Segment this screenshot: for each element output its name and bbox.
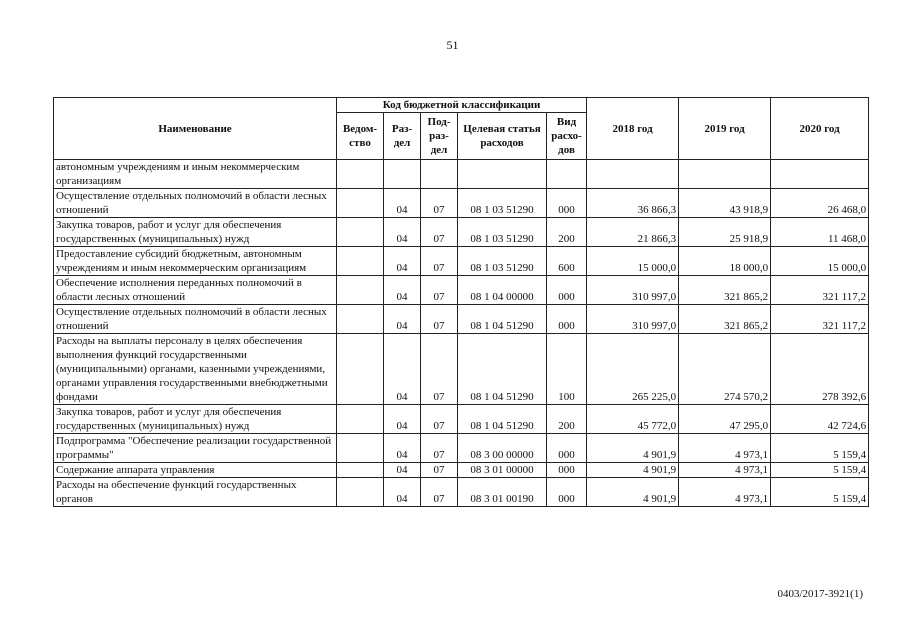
cell-razdel (384, 160, 421, 189)
cell-razdel: 04 (384, 434, 421, 463)
cell-name: Расходы на обеспечение функций государственных органов (54, 478, 337, 507)
cell-y2018: 36 866,3 (587, 189, 679, 218)
cell-podrazdel: 07 (421, 305, 458, 334)
cell-vid: 000 (547, 189, 587, 218)
cell-celevaya: 08 1 04 51290 (458, 405, 547, 434)
cell-ved (337, 305, 384, 334)
cell-name: Подпрограмма "Обеспечение реализации государственной программы" (54, 434, 337, 463)
cell-razdel: 04 (384, 189, 421, 218)
cell-y2019: 43 918,9 (679, 189, 771, 218)
cell-vid: 000 (547, 463, 587, 478)
cell-ved (337, 247, 384, 276)
cell-name: Обеспечение исполнения переданных полномочий в области лесных отношений (54, 276, 337, 305)
cell-podrazdel: 07 (421, 276, 458, 305)
table-row (54, 334, 869, 405)
cell-y2018: 310 997,0 (587, 276, 679, 305)
cell-celevaya: 08 1 04 51290 (458, 334, 547, 405)
cell-name: Осуществление отдельных полномочий в области лесных отношений (54, 189, 337, 218)
cell-celevaya: 08 3 01 00000 (458, 463, 547, 478)
cell-y2018: 21 866,3 (587, 218, 679, 247)
cell-y2020: 278 392,6 (771, 334, 869, 405)
header-2020: 2020 год (771, 98, 869, 160)
table-row (54, 405, 869, 434)
cell-name: автономным учреждениям и иным некоммерческим организациям (54, 160, 337, 189)
header-celevaya: Целевая статья расходов (458, 113, 547, 160)
cell-vid: 100 (547, 334, 587, 405)
table-row (54, 305, 869, 334)
table-row (54, 478, 869, 507)
header-2019: 2019 год (679, 98, 771, 160)
cell-y2019: 321 865,2 (679, 305, 771, 334)
header-2018: 2018 год (587, 98, 679, 160)
cell-celevaya: 08 3 01 00190 (458, 478, 547, 507)
cell-name: Расходы на выплаты персоналу в целях обеспечения выполнения функций государственными (муниципальными) органами, казенными учреждениями, органами управления государственными внебюджетными фондами (54, 334, 337, 405)
cell-y2020: 11 468,0 (771, 218, 869, 247)
cell-y2018: 4 901,9 (587, 478, 679, 507)
cell-y2020: 5 159,4 (771, 478, 869, 507)
cell-y2020 (771, 160, 869, 189)
cell-celevaya (458, 160, 547, 189)
cell-ved (337, 334, 384, 405)
cell-vid: 000 (547, 478, 587, 507)
page-number: 51 (446, 38, 459, 52)
cell-ved (337, 478, 384, 507)
table-row (54, 189, 869, 218)
cell-podrazdel: 07 (421, 405, 458, 434)
header-vid: Вид расхо-дов (547, 113, 587, 160)
cell-vid: 000 (547, 305, 587, 334)
cell-y2018: 4 901,9 (587, 463, 679, 478)
cell-podrazdel: 07 (421, 334, 458, 405)
cell-y2019: 47 295,0 (679, 405, 771, 434)
cell-y2020: 5 159,4 (771, 434, 869, 463)
cell-razdel: 04 (384, 247, 421, 276)
cell-y2018: 45 772,0 (587, 405, 679, 434)
cell-y2020: 321 117,2 (771, 305, 869, 334)
cell-y2020: 42 724,6 (771, 405, 869, 434)
cell-podrazdel: 07 (421, 434, 458, 463)
cell-razdel: 04 (384, 405, 421, 434)
table-row (54, 276, 869, 305)
cell-name: Содержание аппарата управления (54, 463, 337, 478)
cell-celevaya: 08 1 03 51290 (458, 218, 547, 247)
cell-celevaya: 08 1 04 00000 (458, 276, 547, 305)
cell-ved (337, 189, 384, 218)
cell-y2019: 4 973,1 (679, 463, 771, 478)
header-code-group: Код бюджетной классификации (337, 98, 587, 113)
document-code: 0403/2017-3921(1) (777, 588, 863, 600)
cell-razdel: 04 (384, 478, 421, 507)
cell-y2018: 310 997,0 (587, 305, 679, 334)
cell-y2019: 4 973,1 (679, 478, 771, 507)
cell-y2019: 321 865,2 (679, 276, 771, 305)
cell-vid: 000 (547, 276, 587, 305)
cell-y2018: 15 000,0 (587, 247, 679, 276)
cell-podrazdel: 07 (421, 218, 458, 247)
header-podrazdel: Под-раз-дел (421, 113, 458, 160)
cell-name: Осуществление отдельных полномочий в области лесных отношений (54, 305, 337, 334)
table-row (54, 463, 869, 478)
header-vedomstvo: Ведом-ство (337, 113, 384, 160)
cell-y2019: 25 918,9 (679, 218, 771, 247)
cell-vid: 000 (547, 434, 587, 463)
cell-razdel: 04 (384, 463, 421, 478)
cell-podrazdel: 07 (421, 189, 458, 218)
cell-y2018: 265 225,0 (587, 334, 679, 405)
cell-razdel: 04 (384, 305, 421, 334)
table-row (54, 434, 869, 463)
cell-y2020: 5 159,4 (771, 463, 869, 478)
cell-ved (337, 160, 384, 189)
cell-celevaya: 08 3 00 00000 (458, 434, 547, 463)
cell-ved (337, 218, 384, 247)
cell-ved (337, 434, 384, 463)
cell-y2020: 26 468,0 (771, 189, 869, 218)
header-razdel: Раз-дел (384, 113, 421, 160)
cell-razdel: 04 (384, 218, 421, 247)
cell-y2018: 4 901,9 (587, 434, 679, 463)
table-row (54, 160, 869, 189)
cell-name: Предоставление субсидий бюджетным, автономным учреждениям и иным некоммерческим организациям (54, 247, 337, 276)
cell-razdel: 04 (384, 276, 421, 305)
table-row (54, 218, 869, 247)
budget-table (53, 97, 869, 507)
cell-podrazdel: 07 (421, 247, 458, 276)
cell-vid: 200 (547, 405, 587, 434)
header-name: Наименование (54, 98, 337, 160)
cell-ved (337, 405, 384, 434)
cell-y2019: 18 000,0 (679, 247, 771, 276)
cell-y2019: 4 973,1 (679, 434, 771, 463)
cell-ved (337, 463, 384, 478)
cell-celevaya: 08 1 03 51290 (458, 189, 547, 218)
cell-razdel: 04 (384, 334, 421, 405)
cell-y2019 (679, 160, 771, 189)
cell-name: Закупка товаров, работ и услуг для обеспечения государственных (муниципальных) нужд (54, 405, 337, 434)
cell-vid: 200 (547, 218, 587, 247)
cell-celevaya: 08 1 03 51290 (458, 247, 547, 276)
cell-y2019: 274 570,2 (679, 334, 771, 405)
cell-y2020: 321 117,2 (771, 276, 869, 305)
cell-podrazdel: 07 (421, 463, 458, 478)
cell-name: Закупка товаров, работ и услуг для обеспечения государственных (муниципальных) нужд (54, 218, 337, 247)
cell-ved (337, 276, 384, 305)
cell-y2018 (587, 160, 679, 189)
cell-vid (547, 160, 587, 189)
table-row (54, 247, 869, 276)
cell-podrazdel (421, 160, 458, 189)
cell-y2020: 15 000,0 (771, 247, 869, 276)
cell-vid: 600 (547, 247, 587, 276)
cell-celevaya: 08 1 04 51290 (458, 305, 547, 334)
cell-podrazdel: 07 (421, 478, 458, 507)
